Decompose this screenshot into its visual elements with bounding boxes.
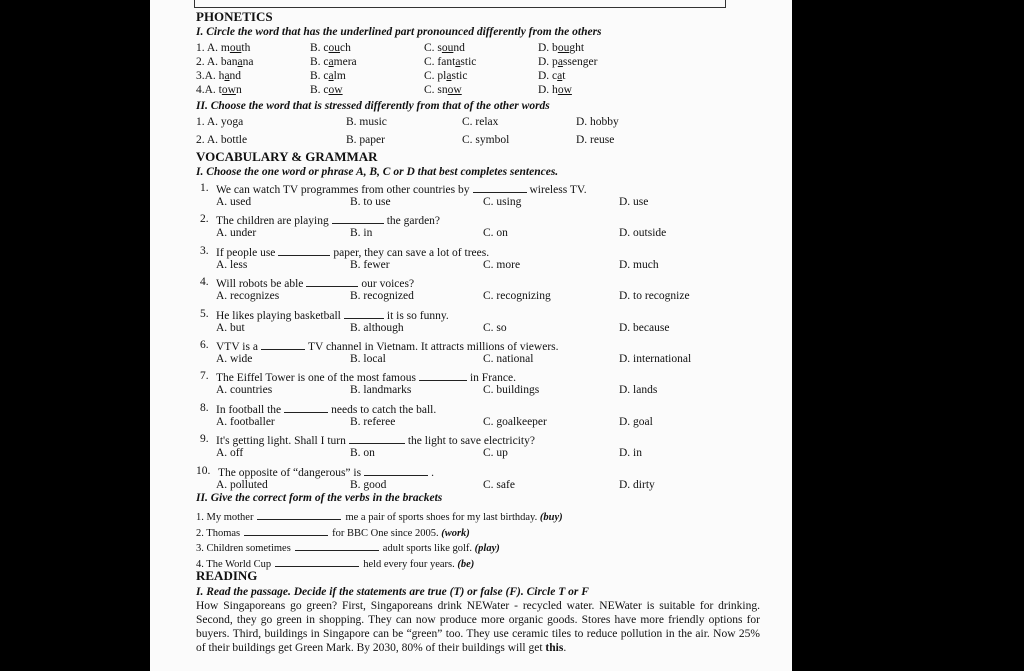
underlined-part: ow	[557, 84, 572, 96]
answer-option: D. lands	[619, 384, 658, 397]
answer-option: A. off	[216, 447, 244, 460]
phonetics-option	[424, 42, 465, 55]
worksheet-page	[150, 0, 792, 671]
vocab-heading: VOCABULARY & GRAMMAR	[196, 149, 378, 164]
verb-blank[interactable]	[244, 525, 328, 536]
answer-option: B. although	[350, 321, 404, 334]
answer-blank[interactable]	[364, 465, 428, 476]
option-text: nd	[229, 70, 242, 82]
verb-item	[196, 525, 470, 540]
question-number: 8.	[200, 401, 209, 414]
question-number: 5.	[200, 307, 209, 320]
stress-option: D. reuse	[576, 134, 615, 146]
option-text: D. b	[538, 42, 558, 54]
underlined-part: a	[237, 56, 243, 68]
answer-blank[interactable]	[261, 339, 305, 350]
option-text: B. c	[310, 84, 329, 96]
question-number: 9.	[200, 433, 209, 446]
stem-before: The Eiffel Tower is one of the most famous	[216, 372, 416, 385]
answer-option: A. used	[216, 196, 252, 208]
option-text: C. s	[424, 42, 442, 54]
question-number: 7.	[200, 370, 209, 383]
option-text: stic	[451, 70, 468, 82]
stem-after: the light to save electricity?	[407, 435, 535, 448]
phonetics-option	[196, 42, 250, 55]
option-text: C. fant	[424, 56, 456, 68]
stem-after: in France.	[469, 372, 516, 385]
stem-before: VTV is a	[216, 341, 258, 353]
question-stem	[216, 245, 489, 260]
underlined-part: a	[446, 70, 452, 82]
underlined-part: a	[557, 70, 563, 82]
question-stem	[216, 433, 535, 448]
answer-option: C. more	[483, 258, 521, 271]
phonetics-option	[310, 56, 357, 69]
answer-option: D. goal	[619, 415, 653, 428]
option-text: 2. A. ban	[196, 56, 238, 68]
passage-tail: .	[563, 642, 567, 654]
underlined-part: ou	[557, 42, 570, 54]
stem-after: TV channel in Vietnam. It attracts millions of viewers.	[307, 341, 559, 353]
verb-blank[interactable]	[275, 556, 359, 567]
phonetics-option	[310, 42, 351, 55]
question-stem	[216, 370, 516, 385]
answer-option: B. in	[350, 227, 373, 240]
phonetics-option	[310, 84, 343, 97]
answer-option: C. safe	[483, 478, 515, 491]
answer-option: C. national	[483, 353, 534, 365]
answer-blank[interactable]	[306, 276, 358, 287]
phonetics-option	[196, 56, 254, 69]
passage-end-word: this	[545, 642, 564, 654]
answer-option: D. international	[619, 353, 692, 365]
option-text: n	[235, 84, 242, 96]
verb-blank[interactable]	[295, 540, 379, 551]
underlined-part: a	[224, 70, 230, 82]
option-text: mera	[333, 56, 357, 68]
phonetics-option	[538, 84, 572, 97]
answer-option: A. but	[216, 321, 245, 334]
option-text: stic	[460, 56, 477, 68]
answer-option: A. less	[216, 258, 248, 271]
option-text: na	[242, 56, 254, 68]
question-stem	[218, 465, 434, 480]
option-text: ssenger	[562, 56, 598, 68]
answer-option: B. recognized	[350, 290, 414, 303]
option-text: D. h	[538, 84, 558, 96]
answer-option: B. landmarks	[350, 384, 412, 397]
stem-before: It's getting light. Shall I turn	[216, 435, 346, 448]
answer-option: D. use	[619, 196, 649, 208]
option-text: C. pl	[424, 70, 447, 82]
underlined-part: ou	[328, 42, 341, 54]
phonetics-part2-title: II. Choose the word that is stressed differently from that of the other words	[196, 100, 550, 112]
answer-blank[interactable]	[344, 308, 384, 319]
question-stem	[216, 339, 559, 354]
question-number: 3.	[200, 244, 209, 257]
item-before: 3. Children sometimes	[196, 543, 291, 554]
answer-option: D. because	[619, 321, 670, 334]
answer-option: A. wide	[216, 353, 253, 365]
option-text: ch	[340, 42, 351, 54]
question-number: 2.	[200, 213, 209, 226]
item-before: 1. My mother	[196, 512, 254, 523]
answer-option: B. to use	[350, 196, 391, 208]
stem-before: Will robots be able	[216, 278, 304, 291]
stem-before: The children are playing	[216, 215, 329, 228]
item-after: for BBC One since 2005.	[332, 527, 439, 539]
verb-hint: (buy)	[539, 512, 563, 523]
phonetics-option	[538, 56, 597, 69]
stress-option: C. relax	[462, 116, 499, 128]
header-box	[194, 0, 726, 8]
phonetics-option	[196, 84, 242, 97]
underlined-part: ou	[441, 42, 454, 54]
answer-option: B. on	[350, 447, 375, 460]
stem-after: wireless TV.	[529, 184, 587, 196]
answer-option: C. goalkeeper	[483, 415, 547, 428]
answer-option: C. so	[483, 321, 507, 334]
reading-passage	[196, 599, 760, 655]
underlined-part: ow	[221, 84, 236, 96]
answer-option: C. recognizing	[483, 290, 551, 303]
stem-after: paper, they can save a lot of trees.	[333, 246, 490, 259]
phonetics-option	[310, 70, 346, 83]
question-stem	[216, 308, 449, 323]
option-text: C. sn	[424, 84, 448, 96]
stem-before: The opposite of “dangerous” is	[218, 466, 362, 479]
verb-hint: (play)	[474, 543, 500, 554]
underlined-part: ou	[229, 42, 242, 54]
question-number: 10.	[196, 464, 211, 477]
item-after: adult sports like golf.	[382, 543, 473, 554]
reading-title: I. Read the passage. Decide if the statements are true (T) or false (F). Circle T or F	[196, 586, 589, 598]
stem-before: He likes playing basketball	[216, 309, 341, 322]
phonetics-option	[538, 70, 565, 83]
answer-option: D. in	[619, 447, 642, 460]
option-text: 4.A. t	[196, 84, 222, 96]
answer-blank[interactable]	[473, 182, 527, 193]
stem-after: needs to catch the ball.	[331, 403, 437, 416]
phonetics-part1-title: I. Circle the word that has the underlined part pronounced differently from the others	[196, 26, 602, 38]
phonetics-option	[424, 70, 467, 83]
verb-hint: (work)	[441, 527, 470, 539]
stem-after: .	[431, 466, 434, 479]
stem-before: We can watch TV programmes from other countries by	[216, 184, 470, 196]
stem-after: our voices?	[361, 278, 415, 291]
answer-option: A. footballer	[216, 415, 275, 428]
item-before: 2. Thomas	[196, 527, 241, 539]
answer-blank[interactable]	[332, 213, 384, 224]
verb-blank[interactable]	[257, 509, 341, 520]
stress-option: B. paper	[346, 134, 385, 146]
option-text: 3.A. h	[196, 70, 225, 82]
option-text: th	[241, 42, 251, 54]
option-text: 1. A. m	[196, 42, 230, 54]
verb-hint: (be)	[457, 558, 475, 570]
answer-option: C. buildings	[483, 384, 540, 397]
underlined-part: ow	[447, 84, 462, 96]
underlined-part: ow	[328, 84, 343, 96]
answer-blank[interactable]	[284, 402, 328, 413]
question-stem	[216, 402, 436, 417]
answer-blank[interactable]	[349, 433, 405, 444]
answer-option: D. dirty	[619, 478, 655, 491]
option-text: D. p	[538, 56, 558, 68]
item-after: held every four years.	[363, 558, 455, 570]
answer-option: A. countries	[216, 384, 273, 397]
answer-option: B. fewer	[350, 258, 390, 271]
item-before: 4. The World Cup	[196, 558, 272, 570]
question-number: 4.	[200, 276, 209, 289]
stress-option: 1. A. yoga	[196, 116, 244, 128]
underlined-part: a	[328, 70, 334, 82]
phonetics-option	[424, 84, 462, 97]
option-text: ght	[569, 42, 585, 54]
verb-item	[196, 540, 500, 555]
answer-option: B. good	[350, 478, 387, 491]
answer-option: A. recognizes	[216, 290, 280, 303]
phonetics-option	[424, 56, 476, 69]
answer-blank[interactable]	[278, 245, 330, 256]
answer-option: D. to recognize	[619, 290, 690, 303]
underlined-part: a	[455, 56, 461, 68]
phonetics-option	[538, 42, 584, 55]
option-text: t	[562, 70, 566, 82]
phonetics-option	[196, 70, 241, 83]
option-text: lm	[333, 70, 346, 82]
vocab-part1-title: I. Choose the one word or phrase A, B, C or D that best completes sentences.	[196, 166, 559, 178]
answer-option: B. referee	[350, 415, 396, 428]
underlined-part: a	[328, 56, 334, 68]
answer-option: A. polluted	[216, 478, 268, 491]
stress-option: B. music	[346, 116, 387, 128]
question-stem	[216, 213, 440, 228]
reading-heading: READING	[196, 568, 258, 583]
stem-before: In football the	[216, 403, 282, 416]
option-text: D. c	[538, 70, 558, 82]
answer-option: D. much	[619, 258, 659, 271]
stem-before: If people use	[216, 246, 276, 259]
answer-option: D. outside	[619, 227, 667, 240]
answer-option: C. up	[483, 447, 508, 460]
answer-option: B. local	[350, 353, 386, 365]
answer-option: C. using	[483, 196, 522, 208]
stress-option: C. symbol	[462, 134, 510, 146]
vocab-part2-title: II. Give the correct form of the verbs in the brackets	[196, 492, 443, 504]
stress-option: 2. A. bottle	[196, 134, 248, 146]
question-stem	[216, 182, 587, 197]
question-stem	[216, 276, 414, 291]
verb-item	[196, 509, 563, 524]
answer-option: A. under	[216, 227, 257, 240]
option-text: B. c	[310, 70, 329, 82]
passage-text: How Singaporeans go green? First, Singaporeans drink NEWater - recycled water. NEWater is suitable for drinking. Second, they go green in shopping. They can now produce more organic goods. Stores have more friendly options for buyers. Third, buildings in Singapore can be “green” too. They use ceramic tiles to reduce pollution in the air. Now 25% of their buildings get Green Mark. By 2030, 80% of their buildings will get	[196, 600, 760, 654]
option-text: B. c	[310, 56, 329, 68]
option-text: nd	[453, 42, 465, 54]
answer-blank[interactable]	[419, 370, 467, 381]
answer-option: C. on	[483, 227, 508, 240]
stress-option: D. hobby	[576, 116, 619, 128]
option-text: B. c	[310, 42, 329, 54]
item-after: me a pair of sports shoes for my last birthday.	[345, 512, 538, 523]
stem-after: the garden?	[386, 215, 441, 228]
stem-after: it is so funny.	[386, 309, 449, 322]
question-number: 6.	[200, 339, 209, 351]
underlined-part: a	[557, 56, 563, 68]
question-number: 1.	[200, 182, 209, 194]
phonetics-heading: PHONETICS	[196, 9, 273, 24]
